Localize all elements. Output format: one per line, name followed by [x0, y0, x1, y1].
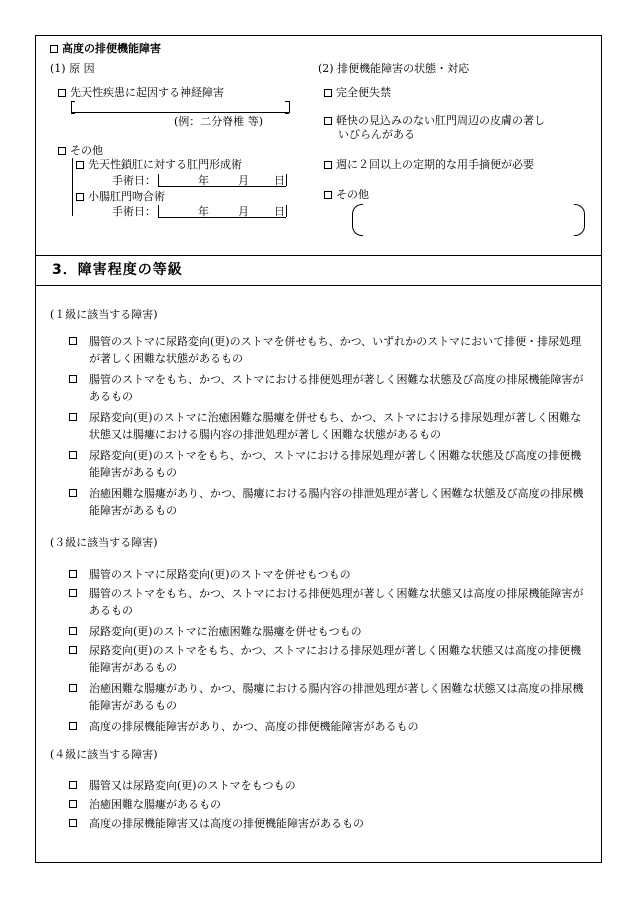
grade1-item[interactable]: [69, 447, 584, 481]
grade3-item[interactable]: [69, 623, 584, 640]
grade1-item-checkbox[interactable]: [69, 337, 77, 345]
grade1-item-text: 尿路変向(更)のストマをもち、かつ、ストマにおける排尿処理が著しく困難な状態及び高度の排便機能障害があるもの: [89, 449, 582, 479]
grade3-item-checkbox[interactable]: [69, 589, 77, 597]
state2-option[interactable]: 軽快の見込みのない肛門周辺の皮膚の著し: [324, 114, 545, 128]
state-heading: (2) 排便機能障害の状態・対応: [318, 62, 470, 75]
grade1-item-text: 腸管のストマに尿路変向(更)のストマを併せもち、かつ、いずれかのストマにおいて排便・排尿処理が著しく困難な状態があるもの: [89, 335, 582, 365]
grade1-item-checkbox[interactable]: [69, 489, 77, 497]
grade1-item-text: 尿路変向(更)のストマに治癒困難な腸瘻を併せもち、かつ、ストマにおける排尿処理が著しく困難な状態又は腸瘻における腸内容の排泄処理が著しく困難な状態があるもの: [89, 411, 582, 441]
sub1-checkbox[interactable]: [76, 161, 84, 169]
sub2-date[interactable]: 手術日：: [112, 205, 156, 218]
grade1-item-checkbox[interactable]: [69, 451, 77, 459]
grade1-item-checkbox[interactable]: [69, 413, 77, 421]
grade3-item-checkbox[interactable]: [69, 684, 77, 692]
grade4-item-text: 腸管又は尿路変向(更)のストマをもつもの: [89, 779, 296, 792]
cause1-field-line[interactable]: [71, 112, 289, 113]
section3-title: 3．障害程度の等級: [52, 262, 183, 278]
grade1-item-text: 腸管のストマをもち、かつ、ストマにおける排便処理が著しく困難な状態及び高度の排尿機能障害があるもの: [89, 373, 584, 403]
bowel-checkbox[interactable]: [50, 45, 58, 53]
grade3-item-text: 高度の排尿機能障害があり、かつ、高度の排便機能障害があるもの: [89, 720, 419, 733]
grade3-item[interactable]: [69, 585, 584, 619]
other-brace: [72, 158, 73, 216]
grade1-item[interactable]: [69, 485, 584, 519]
grade4-label: (４級に該当する障害): [50, 748, 158, 761]
cause1-example: (例：二分脊椎 等): [174, 115, 264, 128]
grade3-item-checkbox[interactable]: [69, 646, 77, 654]
cause1-option[interactable]: 先天性疾患に起因する神経障害: [58, 86, 224, 100]
grade3-item-text: 腸管のストマに尿路変向(更)のストマを併せもつもの: [89, 568, 351, 581]
grade1-item[interactable]: [69, 371, 584, 405]
grade4-item[interactable]: [69, 796, 584, 813]
grade3-label: (３級に該当する障害): [50, 536, 158, 549]
grade3-item-text: 治癒困難な腸瘻があり、かつ、腸瘻における腸内容の排泄処理が著しく困難な状態又は高度の排尿機能障害があるもの: [89, 682, 584, 712]
state1-option[interactable]: 完全便失禁: [324, 86, 391, 100]
grade3-item-checkbox[interactable]: [69, 627, 77, 635]
grade3-item-text: 腸管のストマをもち、かつ、ストマにおける排便処理が著しく困難な状態又は高度の排尿機能障害があるもの: [89, 587, 584, 617]
grade4-item-text: 治癒困難な腸瘻があるもの: [89, 798, 221, 811]
sub2-option[interactable]: 小腸肛門吻合術: [76, 190, 165, 204]
grade1-item[interactable]: [69, 333, 584, 367]
grade3-item-checkbox[interactable]: [69, 570, 77, 578]
grade4-item-text: 高度の排尿機能障害又は高度の排便機能障害があるもの: [89, 817, 364, 830]
grade4-item[interactable]: [69, 815, 584, 832]
state1-checkbox[interactable]: [324, 89, 332, 97]
other-checkbox[interactable]: [58, 147, 66, 155]
grade3-item-checkbox[interactable]: [69, 722, 77, 730]
sub1-date-field[interactable]: [158, 186, 286, 187]
cause1-checkbox[interactable]: [58, 89, 66, 97]
grade1-item-checkbox[interactable]: [69, 375, 77, 383]
sub1-option[interactable]: 先天性鎖肛に対する肛門形成術: [76, 158, 242, 172]
grade4-item-checkbox[interactable]: [69, 781, 77, 789]
grade1-item-text: 治癒困難な腸瘻があり、かつ、腸瘻における腸内容の排泄処理が著しく困難な状態及び高度の排尿機能障害があるもの: [89, 487, 584, 517]
grade3-item-text: 尿路変向(更)のストマに治癒困難な腸瘻を併せもつもの: [89, 625, 362, 638]
state4-paren-right: [574, 204, 585, 236]
cause-heading: (1) 原 因: [50, 62, 95, 75]
other-option[interactable]: その他: [58, 144, 103, 158]
form-frame: 高度の排便機能障害 (1) 原 因 (2) 排便機能障害の状態・対応 先天性疾患に起因する神経障害 (例：二分脊椎 等) その他 先天性鎖肛に対する肛門形成術 手術日： 年 月 日 小腸肛門吻合術 手術日： 年 月 日 完全便失禁 軽快の見込みのない肛門周辺の皮膚の著し いびらんがある 週に２回以上の定期的な用手摘便が必要 その他 3．障害程度の等級 (１級に該当する障害) 腸管のストマに尿路変向(更)のストマを併せもち、かつ、いずれかのストマにおいて排便・排尿処理が著しく困難な状態があるもの 腸管のストマをもち、かつ、ストマにおける排便処理が著しく困難な状態及び高度の排尿機能障害があるもの 尿路変向(更)のストマに治癒困難な腸瘻を併せもち、かつ、ストマにおける排尿処理が著しく困難な状態又は腸瘻における腸内容の排泄処理が著しく困難な状態があるもの 尿路変向(更)のストマをもち、かつ、ストマにおける排尿処理が著しく困難な状態及び高度の排便機能障害があるもの 治癒困難な腸瘻があり、かつ、腸瘻における腸内容の排泄処理が著しく困難な状態及び高度の排尿機能障害があるもの (３級に該当する障害) 腸管のストマに尿路変向(更)のストマを併せもつもの 腸管のストマをもち、かつ、ストマにおける排便処理が著しく困難な状態又は高度の排尿機能障害があるもの 尿路変向(更)のストマに治癒困難な腸瘻を併せもつもの 尿路変向(更)のストマをもち、かつ、ストマにおける排尿処理が著しく困難な状態又は高度の排便機能障害があるもの 治癒困難な腸瘻があり、かつ、腸瘻における腸内容の排泄処理が著しく困難な状態又は高度の排尿機能障害があるもの 高度の排尿機能障害があり、かつ、高度の排便機能障害があるもの (４級に該当する障害) 腸管又は尿路変向(更)のストマをもつもの 治癒困難な腸瘻があるもの 高度の排尿機能障害又は高度の排便機能障害があるもの: [35, 35, 602, 863]
grade3-item[interactable]: [69, 566, 584, 583]
grade3-item-text: 尿路変向(更)のストマをもち、かつ、ストマにおける排尿処理が著しく困難な状態又は高度の排便機能障害があるもの: [89, 644, 582, 674]
grade3-item[interactable]: [69, 718, 584, 735]
sub2-checkbox[interactable]: [76, 193, 84, 201]
grade1-item[interactable]: [69, 409, 584, 443]
bowel-title: 高度の排便機能障害: [50, 42, 161, 56]
grade3-item[interactable]: [69, 680, 584, 714]
cause1-bracket-right: [289, 101, 290, 113]
state4-option[interactable]: その他: [324, 188, 369, 202]
grade4-item-checkbox[interactable]: [69, 819, 77, 827]
state4-checkbox[interactable]: [324, 191, 332, 199]
state4-field[interactable]: [362, 204, 574, 234]
grade4-item[interactable]: [69, 777, 584, 794]
grade1-label: (１級に該当する障害): [50, 308, 158, 321]
sub2-date-field[interactable]: [158, 217, 286, 218]
sub1-date[interactable]: 手術日：: [112, 174, 156, 187]
grade3-item[interactable]: [69, 642, 584, 676]
state3-option[interactable]: 週に２回以上の定期的な用手摘便が必要: [324, 158, 534, 172]
state3-checkbox[interactable]: [324, 161, 332, 169]
grade4-item-checkbox[interactable]: [69, 800, 77, 808]
state2-checkbox[interactable]: [324, 117, 332, 125]
